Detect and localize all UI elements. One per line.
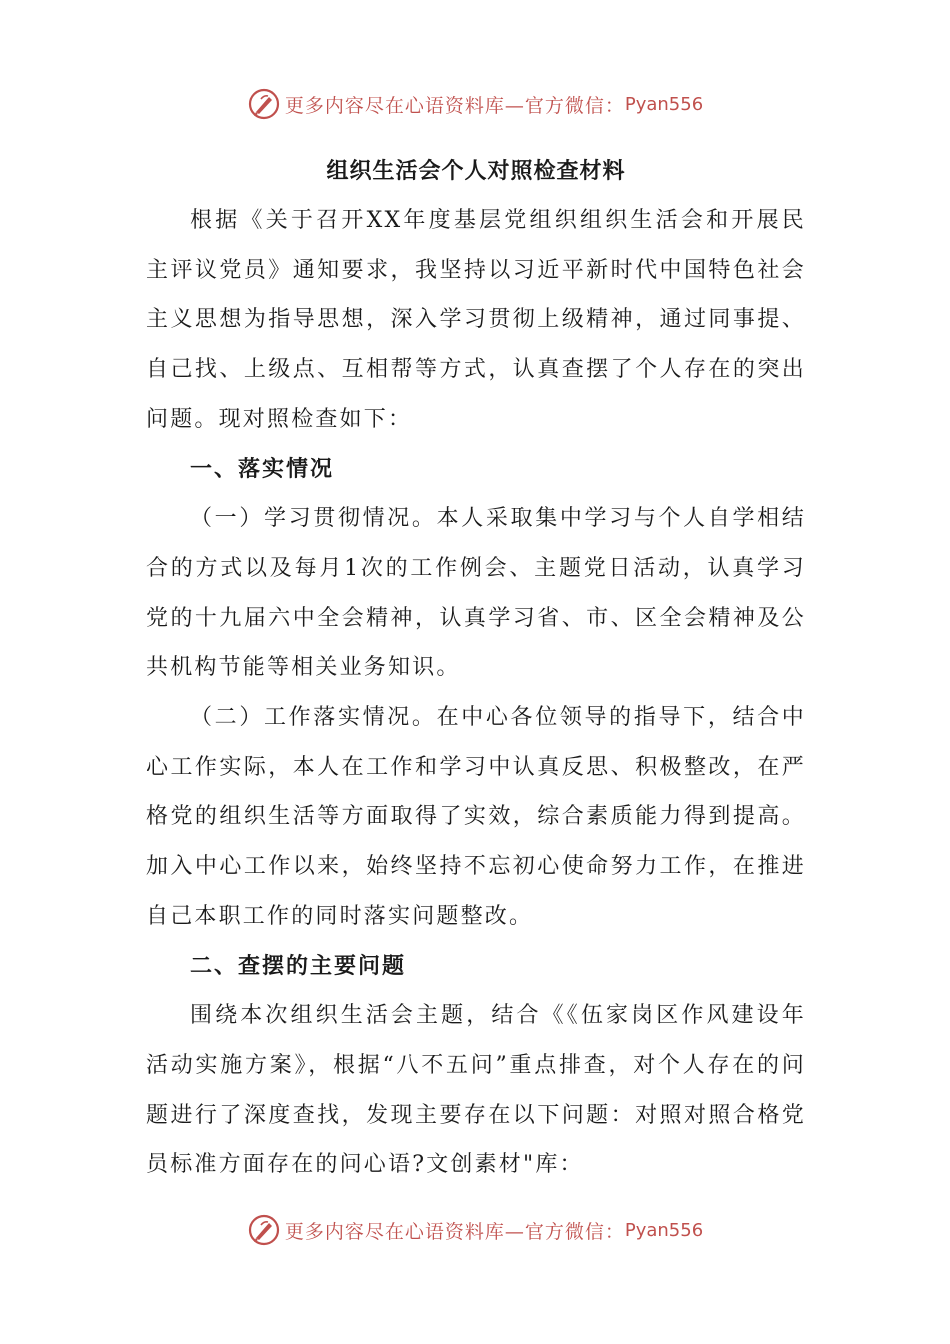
section-1-heading: 一、落实情况 [190, 455, 335, 482]
watermark-handle: Pyan556 [624, 93, 704, 115]
section-2-heading: 二、查摆的主要问题 [190, 952, 407, 979]
document-title: 组织生活会个人对照检查材料 [326, 158, 626, 184]
watermark-text: 更多内容尽在心语资料库—官方微信： [284, 1220, 625, 1243]
watermark-handle: Pyan556 [624, 1219, 704, 1241]
section-1-paragraph-1: （一）学习贯彻情况。本人采取集中学习与个人自学相结合的方式以及每月1次的工作例会、主题党日活动，认真学习党的十九届六中全会精神，认真学习省、市、区全会精神及公共机构节能等相关业务知识。 [146, 506, 806, 681]
document-body [146, 146, 806, 1190]
section-2-paragraph-1: 围绕本次组织生活会主题，结合《《伍家岗区作风建设年活动实施方案》，根据“八不五问”重点排查，对个人存在的问题进行了深度查找，发现主要存在以下问题：对照对照合格党员标准方面存在的问心语?文创素材"库： [146, 1003, 806, 1178]
watermark-banner-top [0, 84, 950, 124]
watermark-banner-bottom [0, 1210, 950, 1250]
intro-paragraph: 根据《关于召开XX年度基层党组织组织生活会和开展民主评议党员》通知要求，我坚持以习近平新时代中国特色社会主义思想为指导思想，深入学习贯彻上级精神，通过同事提、自己找、上级点、互相帮等方式，认真查摆了个人存在的突出问题。现对照检查如下： [146, 208, 806, 432]
pen-logo-icon [247, 1213, 281, 1247]
section-1-paragraph-2: （二）工作落实情况。在中心各位领导的指导下，结合中心工作实际，本人在工作和学习中认真反思、积极整改，在严格党的组织生活等方面取得了实效，综合素质能力得到提高。加入中心工作以来，始终坚持不忘初心使命努力工作，在推进自己本职工作的同时落实问题整改。 [146, 705, 806, 929]
pen-logo-icon [247, 87, 281, 121]
watermark-text: 更多内容尽在心语资料库—官方微信： [284, 94, 625, 117]
